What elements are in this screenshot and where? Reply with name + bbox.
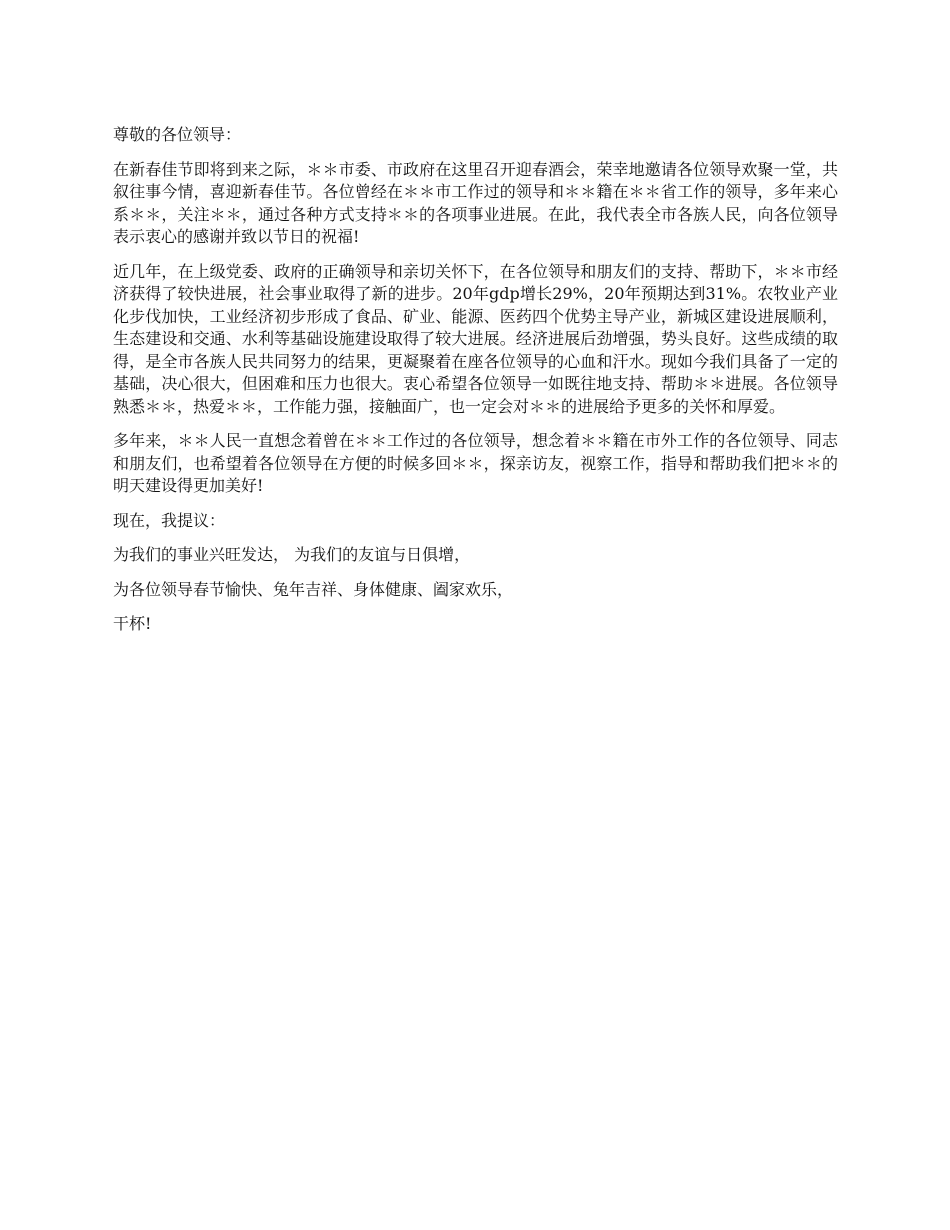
toast-cheers: 干杯! (113, 614, 152, 633)
toast-line-1: 为我们的事业兴旺发达， 为我们的友谊与日俱增， (113, 545, 471, 564)
paragraph-achievements: 近几年，在上级党委、政府的正确领导和亲切关怀下，在各位领导和朋友们的支持、帮助下，＊＊市经济获得了较快进展，社会事业取得了新的进步。20年gdp增长29%，20年预期达到31%。农牧业产业化步伐加快，工业经济初步形成了食品、矿业、能源、医药四个优势主导产业，新城区建设进展顺利，生态建设和交通、水利等基础设施建设取得了较大进展。经济进展后劲增强，势头良好。这些成绩的取得，是全市各族人民共同努力的结果，更凝聚着在座各位领导的心血和汗水。现如今我们具备了一定的基础，决心很大，但困难和压力也很大。衷心希望各位领导一如既往地支持、帮助＊＊进展。各位领导熟悉＊＊，热爱＊＊，工作能力强，接触面广，也一定会对＊＊的进展给予更多的关怀和厚爱。 (113, 261, 838, 416)
toast-line-2: 为各位领导春节愉快、兔年吉祥、身体健康、阖家欢乐， (113, 579, 514, 599)
salutation: 尊敬的各位领导： (113, 125, 242, 144)
paragraph-proposal: 现在，我提议： (113, 510, 226, 530)
paragraph-welcome: 在新春佳节即将到来之际，＊＊市委、市政府在这里召开迎春酒会，荣幸地邀请各位领导欢聚一堂，共叙往事今情，喜迎新春佳节。各位曾经在＊＊市工作过的领导和＊＊籍在＊＊省工作的领导，多年来心系＊＊，关注＊＊，通过各种方式支持＊＊的各项事业进展。在此，我代表全市各族人民，向各位领导表示衷心的感谢并致以节日的祝福! (113, 159, 838, 246)
letter-body (113, 124, 838, 648)
paragraph-missing: 多年来，＊＊人民一直想念着曾在＊＊工作过的各位领导，想念着＊＊籍在市外工作的各位领导、同志和朋友们，也希望着各位领导在方便的时候多回＊＊，探亲访友，视察工作，指导和帮助我们把＊＊的明天建设得更加美好! (113, 431, 838, 495)
